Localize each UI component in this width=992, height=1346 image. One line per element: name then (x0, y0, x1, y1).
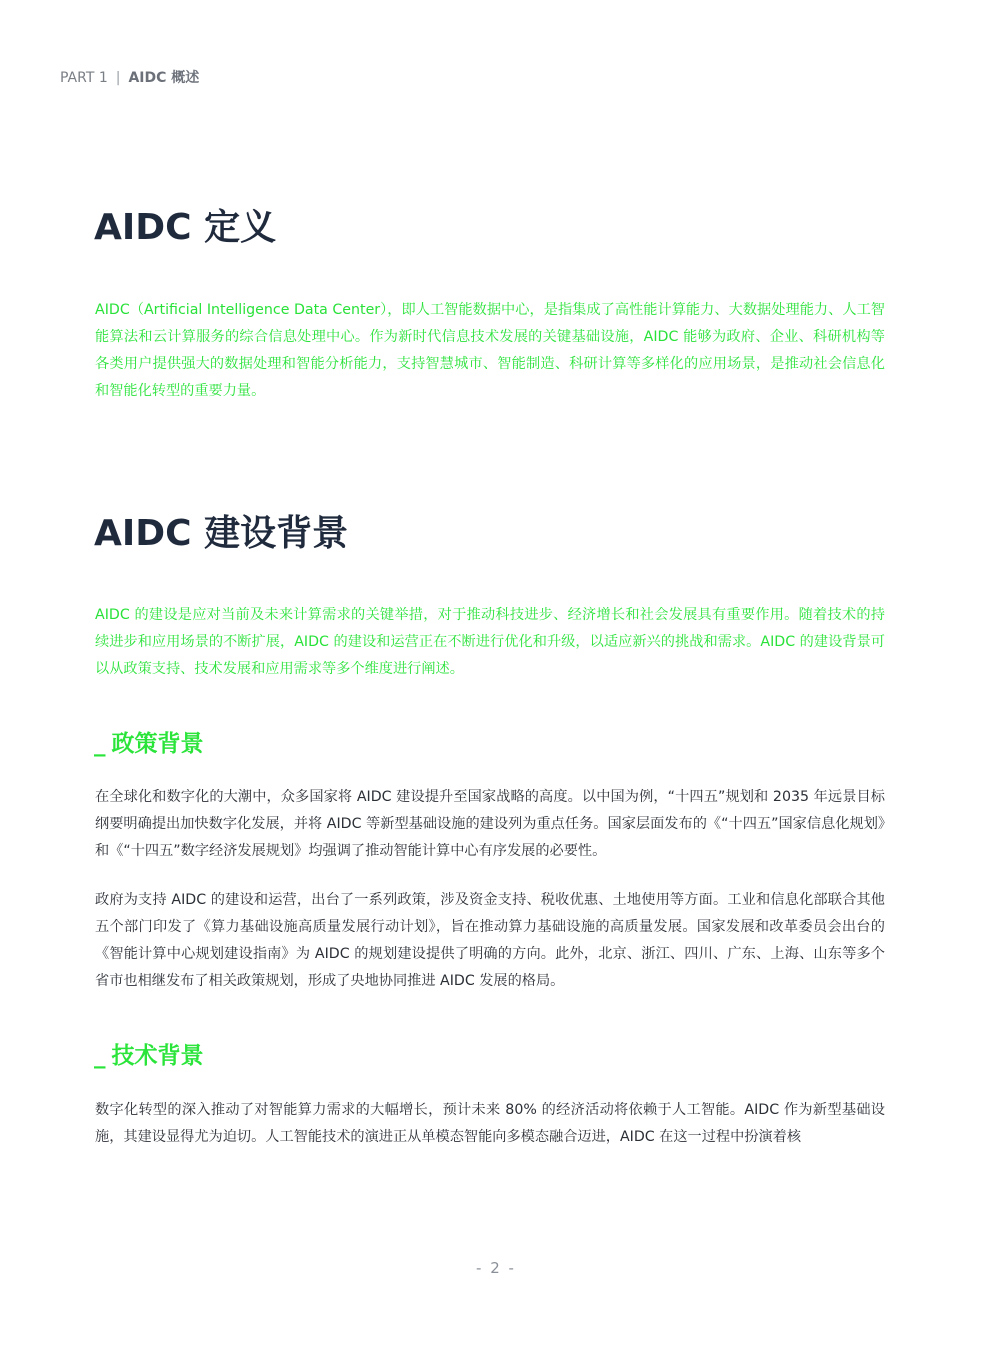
policy-paragraph-1: 在全球化和数字化的大潮中，众多国家将 AIDC 建设提升至国家战略的高度。以中国为例，“十四五”规划和 2035 年远景目标纲要明确提出加快数字化发展，并将 AIDC 等新型基础设施的建设列为重点任务。国家层面发布的《“十四五”国家信息化规划》和《“十四五”数字经济发展规划》均强调了推动智能计算中心有序发展的必要性。 (95, 789, 885, 859)
policy-heading-text: 政策背景 (111, 731, 204, 757)
policy-heading-marker: _ (94, 731, 106, 757)
header-section: AIDC 概述 (128, 70, 200, 86)
header-part: PART 1 (60, 70, 108, 86)
running-header (60, 67, 199, 87)
definition-paragraph: AIDC（Artificial Intelligence Data Center），即人工智能数据中心，是指集成了高性能计算能力、大数据处理能力、人工智能算法和云计算服务的综合信息处理中心。作为新时代信息技术发展的关键基础设施，AIDC 能够为政府、企业、科研机构等各类用户提供强大的数据处理和智能分析能力，支持智慧城市、智能制造、科研计算等多样化的应用场景，是推动社会信息化和智能化转型的重要力量。 (95, 302, 885, 399)
policy-paragraph-2: 政府为支持 AIDC 的建设和运营，出台了一系列政策，涉及资金支持、税收优惠、土地使用等方面。工业和信息化部联合其他五个部门印发了《算力基础设施高质量发展行动计划》，旨在推动算力基础设施的高质量发展。国家发展和改革委员会出台的《智能计算中心规划建设指南》为 AIDC 的规划建设提供了明确的方向。此外，北京、浙江、四川、广东、上海、山东等多个省市也相继发布了相关政策规划，形成了央地协同推进 AIDC 发展的格局。 (95, 892, 885, 989)
technology-heading-marker: _ (94, 1043, 106, 1069)
definition-title: AIDC 定义 (94, 207, 277, 248)
header-separator: | (115, 70, 121, 86)
technology-heading (94, 1042, 204, 1072)
background-paragraph: AIDC 的建设是应对当前及未来计算需求的关键举措，对于推动科技进步、经济增长和社会发展具有重要作用。随着技术的持续进步和应用场景的不断扩展，AIDC 的建设和运营正在不断进行优化和升级，以适应新兴的挑战和需求。AIDC 的建设背景可以从政策支持、技术发展和应用需求等多个维度进行阐述。 (95, 607, 885, 677)
technology-paragraph: 数字化转型的深入推动了对智能算力需求的大幅增长，预计未来 80% 的经济活动将依赖于人工智能。AIDC 作为新型基础设施，其建设显得尤为迫切。人工智能技术的演进正从单模态智能向多模态融合迈进，AIDC 在这一过程中扮演着核 (95, 1102, 885, 1145)
background-title: AIDC 建设背景 (94, 513, 349, 554)
page-number: - 2 - (476, 1259, 516, 1277)
policy-heading (94, 730, 204, 760)
technology-heading-text: 技术背景 (111, 1043, 204, 1069)
